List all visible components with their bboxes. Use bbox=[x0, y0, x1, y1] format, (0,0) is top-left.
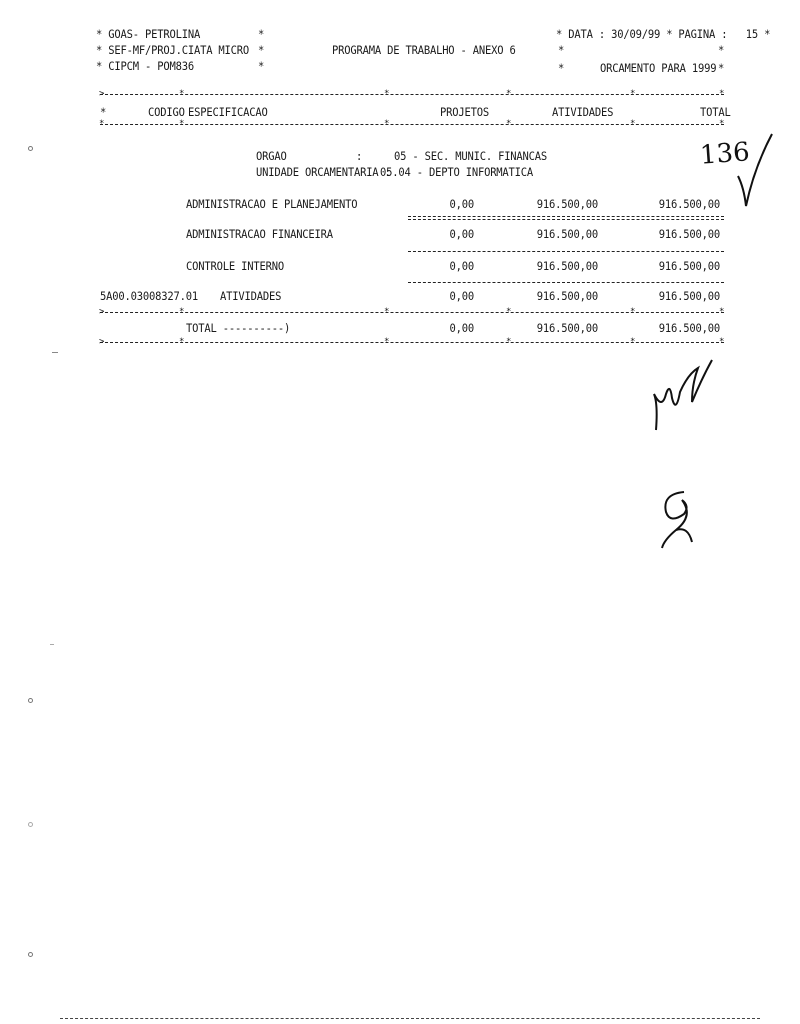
row-atividades: 916.500,00 bbox=[536, 198, 598, 212]
orgao-label: ORGAO bbox=[256, 150, 287, 164]
initials-icon bbox=[654, 486, 704, 552]
row-especificacao: ADMINISTRACAO E PLANEJAMENTO bbox=[186, 198, 358, 212]
row-projetos: 0,00 bbox=[449, 228, 474, 242]
column-header-total: TOTAL bbox=[700, 106, 731, 120]
scan-mark bbox=[50, 644, 54, 645]
row-atividades: 916.500,00 bbox=[536, 228, 598, 242]
row-atividades: 916.500,00 bbox=[536, 290, 598, 304]
row-total: 916.500,00 bbox=[658, 290, 720, 304]
row-codigo: 5A00.03008327.01 bbox=[100, 290, 198, 304]
check-mark-icon bbox=[736, 128, 776, 218]
unidade-value: 05.04 - DEPTO INFORMATICA bbox=[380, 166, 534, 180]
total-label: TOTAL ----------) bbox=[186, 322, 291, 336]
column-header-atividades: ATIVIDADES bbox=[552, 106, 614, 120]
total-projetos: 0,00 bbox=[449, 322, 474, 336]
column-star: * bbox=[100, 106, 107, 120]
row-total: 916.500,00 bbox=[658, 260, 720, 274]
header-org-line-2: * SEF-MF/PROJ.CIATA MICRO bbox=[96, 44, 250, 58]
row-projetos: 0,00 bbox=[449, 290, 474, 304]
scan-mark bbox=[52, 352, 58, 353]
scan-speck bbox=[28, 952, 33, 957]
scan-bottom-edge bbox=[60, 1018, 760, 1019]
column-header-codigo: CODIGO bbox=[148, 106, 185, 120]
orgao-separator: : bbox=[356, 150, 363, 164]
row-projetos: 0,00 bbox=[449, 198, 474, 212]
header-star: * bbox=[558, 62, 565, 76]
header-star: * bbox=[558, 44, 565, 58]
row-rule bbox=[408, 282, 724, 283]
report-title: PROGRAMA DE TRABALHO - ANEXO 6 bbox=[332, 44, 516, 58]
row-atividades: 916.500,00 bbox=[536, 260, 598, 274]
orgao-value: 05 - SEC. MUNIC. FINANCAS bbox=[394, 150, 548, 164]
total-total: 916.500,00 bbox=[658, 322, 720, 336]
row-projetos: 0,00 bbox=[449, 260, 474, 274]
header-org-line-1: * GOAS- PETROLINA bbox=[96, 28, 201, 42]
scan-speck bbox=[28, 822, 33, 827]
header-star: * bbox=[258, 44, 265, 58]
report-date-page: * DATA : 30/09/99 * PAGINA : 15 * bbox=[556, 28, 771, 42]
row-double-rule bbox=[408, 216, 724, 220]
row-rule bbox=[408, 251, 724, 252]
column-header-projetos: PROJETOS bbox=[440, 106, 489, 120]
budget-year: ORCAMENTO PARA 1999 bbox=[600, 62, 717, 76]
unidade-label: UNIDADE ORCAMENTARIA : bbox=[256, 166, 391, 180]
row-especificacao: CONTROLE INTERNO bbox=[186, 260, 284, 274]
header-star: * bbox=[258, 28, 265, 42]
signature-icon bbox=[648, 354, 718, 434]
column-header-especificacao: ESPECIFICACAO bbox=[188, 106, 268, 120]
total-atividades: 916.500,00 bbox=[536, 322, 598, 336]
header-org-line-3: * CIPCM - POM836 bbox=[96, 60, 194, 74]
row-especificacao: ADMINISTRACAO FINANCEIRA bbox=[186, 228, 333, 242]
header-star: * bbox=[718, 44, 725, 58]
row-especificacao: ATIVIDADES bbox=[220, 290, 282, 304]
header-star: * bbox=[258, 60, 265, 74]
row-total: 916.500,00 bbox=[658, 228, 720, 242]
header-star: * bbox=[718, 62, 725, 76]
handwritten-page-number: 136 bbox=[699, 137, 751, 171]
scan-speck bbox=[28, 146, 33, 151]
row-total: 916.500,00 bbox=[658, 198, 720, 212]
scan-speck bbox=[28, 698, 33, 703]
